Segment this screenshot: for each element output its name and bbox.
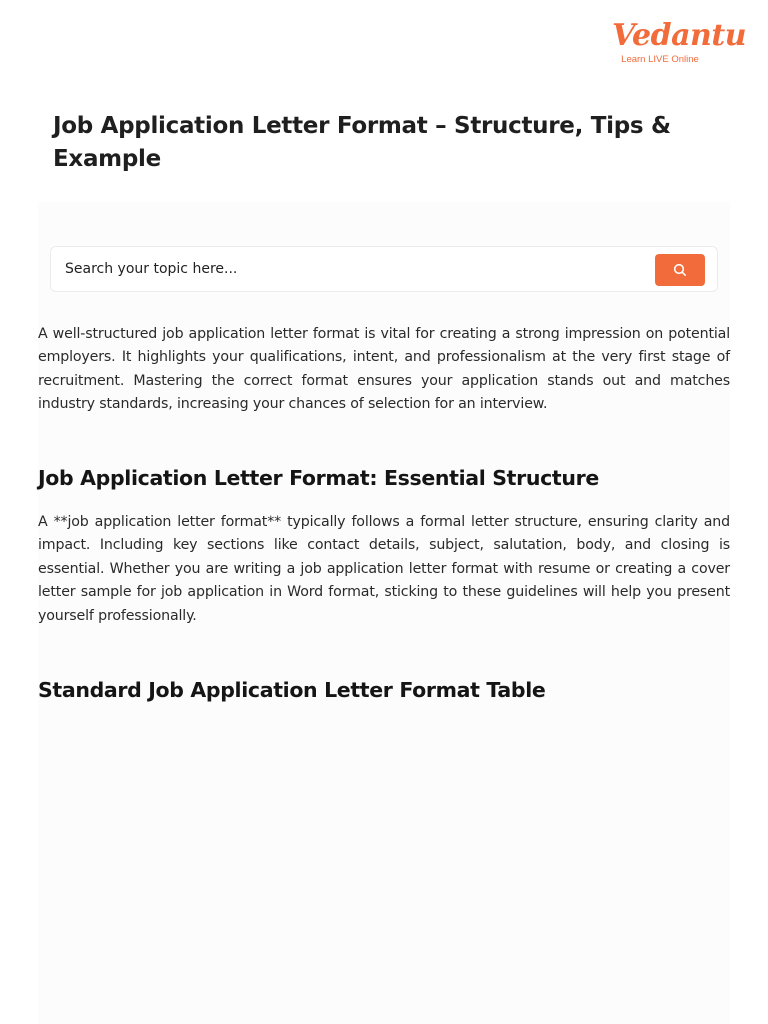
search-input[interactable] [65,255,625,283]
page-title: Job Application Letter Format – Structure, Tips & Example [53,113,671,172]
site-header [0,0,768,90]
search-bar [50,246,718,292]
logo-tagline: Learn LIVE Online [621,54,699,65]
main-content [38,202,730,1024]
section-heading-format-table: Standard Job Application Letter Format Table [38,678,546,702]
search-button[interactable] [655,254,705,286]
section-body-essential-structure: A **job application letter format** typically follows a formal letter structure, ensuring clarity and impact. Including key sections like contact details, subject, salutation, body, and closing is essential. Whether you are writing a job application letter format with resume or creating a cover letter sample for job application in Word format, sticking to these guidelines will help you present yourself professionally. [38,514,730,624]
search-icon [673,263,687,277]
section-heading-essential-structure: Job Application Letter Format: Essential Structure [38,466,599,490]
title-block [0,90,768,202]
intro-paragraph: A well-structured job application letter format is vital for creating a strong impression on potential employers. It highlights your qualifications, intent, and professionalism at the very first stage of recruitment. Mastering the correct format ensures your application stands out and matches industry standards, increasing your chances of selection for an interview. [38,326,730,413]
vedantu-logo[interactable] [612,18,747,70]
logo-wordmark: Vedantu [612,18,747,53]
